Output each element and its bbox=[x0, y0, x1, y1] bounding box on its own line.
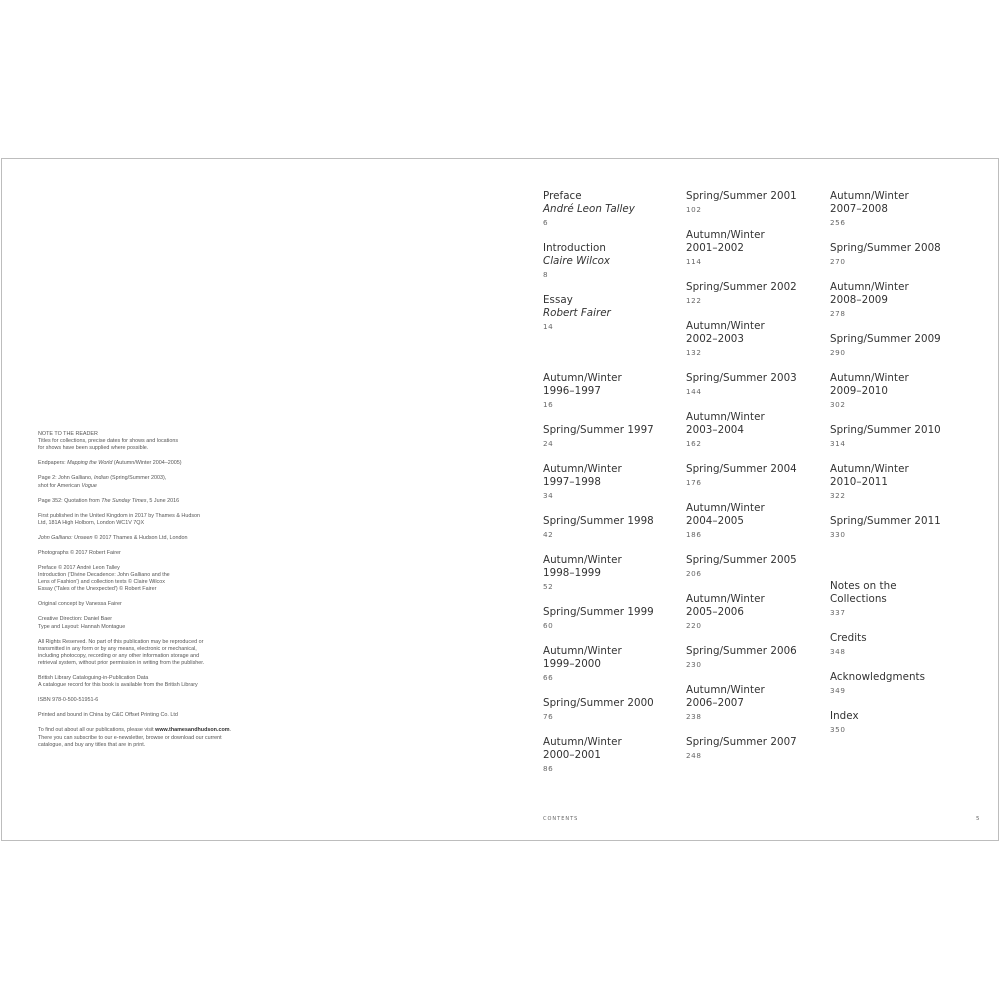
text-line: transmitted in any form or by any means, electronic or mechanical, bbox=[38, 645, 197, 652]
contents-entry-page-number: 76 bbox=[543, 712, 554, 721]
contents-entry[interactable] bbox=[543, 294, 678, 332]
page-number: 5 bbox=[976, 816, 980, 822]
contents-entry-page-number: 322 bbox=[830, 491, 846, 500]
contents-entry-page-number: 337 bbox=[830, 608, 846, 617]
contents-entry-title-line2: 1999–2000 bbox=[543, 658, 602, 670]
contents-entry-title: Autumn/Winter bbox=[686, 229, 765, 241]
contents-entry[interactable] bbox=[830, 424, 965, 449]
contents-entry-page-number: 66 bbox=[543, 673, 554, 682]
text-line: Introduction ('Divine Decadence: John Galliano and the bbox=[38, 572, 170, 579]
note-line: Titles for collections, precise dates for shows and locations bbox=[38, 438, 179, 445]
contents-entry[interactable] bbox=[543, 463, 678, 501]
text-line: All Rights Reserved. No part of this publication may be reproduced or bbox=[38, 638, 204, 645]
contents-entry-title: Spring/Summer 2008 bbox=[830, 242, 941, 254]
book-copyright bbox=[38, 535, 268, 542]
contents-entry[interactable] bbox=[686, 684, 821, 722]
text-line: Preface © 2017 André Leon Talley bbox=[38, 564, 120, 571]
running-head: CONTENTS bbox=[543, 816, 579, 822]
contents-entry-page-number: 144 bbox=[686, 387, 702, 396]
contents-entry-title: Spring/Summer 1997 bbox=[543, 424, 654, 436]
text-line: British Library Cataloguing-in-Publication Data bbox=[38, 675, 149, 682]
printed-in: Printed and bound in China by C&C Offset Printing Co. Ltd bbox=[38, 712, 178, 719]
contents-entry[interactable] bbox=[686, 502, 821, 540]
contents-entry-page-number: 34 bbox=[543, 491, 554, 500]
contents-entry-title: Spring/Summer 1999 bbox=[543, 606, 654, 618]
contents-entry[interactable] bbox=[830, 710, 965, 735]
contents-entry-author: Robert Fairer bbox=[543, 307, 611, 319]
contents-entry-page-number: 42 bbox=[543, 530, 554, 539]
contents-entry-title: Preface bbox=[543, 190, 582, 202]
rights-statement bbox=[38, 639, 268, 668]
text-line: including photocopy, recording or any other information storage and bbox=[38, 653, 200, 660]
contents-entry[interactable] bbox=[686, 554, 821, 579]
text-run: Vogue bbox=[81, 482, 97, 489]
contents-entry-title: Spring/Summer 2010 bbox=[830, 424, 941, 436]
contents-entry-title: Spring/Summer 2000 bbox=[543, 697, 654, 709]
text-run: Indian bbox=[94, 475, 109, 482]
text-line: Lens of Fashion') and collection texts © Claire Wilcox bbox=[38, 579, 165, 586]
contents-entry-page-number: 60 bbox=[543, 621, 554, 630]
contents-entry-title-line2: 2000–2001 bbox=[543, 749, 602, 761]
contents-entry[interactable] bbox=[543, 606, 678, 631]
contents-entry[interactable] bbox=[830, 333, 965, 358]
text-run: (Spring/Summer 2003), bbox=[108, 475, 167, 482]
text-run: Endpapers: bbox=[38, 460, 68, 467]
contents-entry-page-number: 16 bbox=[543, 400, 554, 409]
contents-entry[interactable] bbox=[830, 515, 965, 540]
contents-entry[interactable] bbox=[543, 372, 678, 410]
imprint-page bbox=[38, 431, 268, 757]
contents-entry-title: Autumn/Winter bbox=[543, 372, 622, 384]
contents-entry-title: Notes on the bbox=[830, 580, 897, 592]
contents-entry-title-line2: 2002–2003 bbox=[686, 333, 745, 345]
contents-entry-page-number: 348 bbox=[830, 647, 846, 656]
contents-entry-page-number: 256 bbox=[830, 218, 846, 227]
contents-entry-title-line2: 2001–2002 bbox=[686, 242, 745, 254]
text-run: Page 352: Quotation from bbox=[38, 497, 102, 504]
note-line: for shows have been supplied where possible. bbox=[38, 445, 149, 452]
contents-entry-page-number: 349 bbox=[830, 686, 846, 695]
contents-entry-title-line2: 2006–2007 bbox=[686, 697, 745, 709]
contents-entry[interactable] bbox=[543, 515, 678, 540]
contents-entry-title-line2: Collections bbox=[830, 593, 887, 605]
contents-entry-page-number: 8 bbox=[543, 270, 549, 279]
book-spread bbox=[1, 158, 999, 841]
text-run: , 5 June 2016 bbox=[146, 497, 180, 504]
contents-entry-title: Spring/Summer 2005 bbox=[686, 554, 797, 566]
contents-entry-title: Autumn/Winter bbox=[830, 372, 909, 384]
contents-entry-title-line2: 2003–2004 bbox=[686, 424, 745, 436]
contents-entry-page-number: 350 bbox=[830, 725, 846, 734]
contents-entry[interactable] bbox=[830, 190, 965, 228]
text-run: Mapping the World bbox=[67, 460, 113, 467]
contents-entry-page-number: 314 bbox=[830, 439, 846, 448]
contents-entry[interactable] bbox=[543, 242, 678, 280]
contents-entry-page-number: 6 bbox=[543, 218, 549, 227]
contents-entry[interactable] bbox=[686, 229, 821, 267]
contents-entry-title: Autumn/Winter bbox=[830, 281, 909, 293]
contents-entry-title: Spring/Summer 2001 bbox=[686, 190, 797, 202]
contents-entry[interactable] bbox=[830, 671, 965, 696]
contents-entry[interactable] bbox=[686, 190, 821, 215]
contents-entry-title-line2: 2004–2005 bbox=[686, 515, 745, 527]
contents-entry[interactable] bbox=[543, 697, 678, 722]
contents-entry-title: Spring/Summer 2007 bbox=[686, 736, 797, 748]
contents-entry-page-number: 102 bbox=[686, 205, 702, 214]
text-line: There you can subscribe to our e-newsletter, browse or download our current bbox=[38, 734, 222, 741]
note-heading: NOTE TO THE READER bbox=[38, 431, 98, 437]
original-concept: Original concept by Vanessa Fairer bbox=[38, 601, 122, 608]
contents-entry[interactable] bbox=[830, 242, 965, 267]
cip-data bbox=[38, 675, 268, 689]
contents-entry-title: Autumn/Winter bbox=[830, 190, 909, 202]
contents-entry-title-line2: 2005–2006 bbox=[686, 606, 745, 618]
page2-credit bbox=[38, 475, 268, 489]
contents-entry[interactable] bbox=[543, 736, 678, 774]
text-run: The Sunday Times bbox=[101, 497, 147, 504]
first-published bbox=[38, 513, 268, 527]
text-line: Ltd, 181A High Holborn, London WC1V 7QX bbox=[38, 519, 145, 526]
contents-entry-title: Spring/Summer 2002 bbox=[686, 281, 797, 293]
text-line: Essay ('Tales of the Unexpected') © Robert Fairer bbox=[38, 586, 157, 593]
contents-entry-title: Autumn/Winter bbox=[686, 593, 765, 605]
text-run: shot for American bbox=[38, 482, 82, 489]
contents-entry-title: Spring/Summer 2004 bbox=[686, 463, 797, 475]
contents-entry-title: Spring/Summer 2006 bbox=[686, 645, 797, 657]
contents-entry[interactable] bbox=[543, 645, 678, 683]
text-line: Type and Layout: Hannah Montague bbox=[38, 623, 126, 630]
contents-entry-title: Autumn/Winter bbox=[543, 736, 622, 748]
contents-entry-page-number: 186 bbox=[686, 530, 702, 539]
text-run: . bbox=[229, 727, 232, 734]
contents-entry[interactable] bbox=[686, 320, 821, 358]
contents-entry-page-number: 248 bbox=[686, 751, 702, 760]
find-out-more bbox=[38, 727, 268, 749]
contents-entry-page-number: 122 bbox=[686, 296, 702, 305]
contents-entry[interactable] bbox=[830, 580, 965, 618]
page352-credit bbox=[38, 498, 268, 505]
contents-entry-page-number: 230 bbox=[686, 660, 702, 669]
endpapers-credit bbox=[38, 460, 268, 467]
contents-entry[interactable] bbox=[830, 281, 965, 319]
contents-entry-page-number: 278 bbox=[830, 309, 846, 318]
contents-entry-title: Essay bbox=[543, 294, 573, 306]
text-credits bbox=[38, 565, 268, 594]
contents-entry-page-number: 114 bbox=[686, 257, 702, 266]
contents-entry[interactable] bbox=[686, 372, 821, 397]
text-line: retrieval system, without prior permission in writing from the publisher. bbox=[38, 660, 205, 667]
contents-entry-title: Autumn/Winter bbox=[543, 554, 622, 566]
contents-entry-page-number: 270 bbox=[830, 257, 846, 266]
text-run: Page 2: John Galliano, bbox=[38, 475, 95, 482]
contents-entry[interactable] bbox=[686, 411, 821, 449]
contents-entry-title: Autumn/Winter bbox=[686, 411, 765, 423]
contents-entry-page-number: 24 bbox=[543, 439, 554, 448]
text-run: To find out about all our publications, please visit bbox=[38, 727, 156, 734]
isbn: ISBN 978-0-500-51951-6 bbox=[38, 697, 99, 704]
contents-entry-page-number: 206 bbox=[686, 569, 702, 578]
contents-entry-title: Autumn/Winter bbox=[543, 463, 622, 475]
contents-entry-page-number: 176 bbox=[686, 478, 702, 487]
contents-entry-title: Spring/Summer 2003 bbox=[686, 372, 797, 384]
contents-entry-title: Credits bbox=[830, 632, 867, 644]
note-to-reader bbox=[38, 431, 268, 453]
contents-entry-author: André Leon Talley bbox=[543, 203, 635, 215]
text-line: catalogue, and buy any titles that are in print. bbox=[38, 741, 146, 748]
contents-entry-title-line2: 1996–1997 bbox=[543, 385, 602, 397]
text-run: (Autumn/Winter 2004–2005) bbox=[112, 460, 182, 467]
contents-entry[interactable] bbox=[686, 593, 821, 631]
design-credits bbox=[38, 616, 268, 630]
text-line: A catalogue record for this book is available from the British Library bbox=[38, 682, 198, 689]
contents-entry-title: Acknowledgments bbox=[830, 671, 926, 683]
contents-entry-title-line2: 2008–2009 bbox=[830, 294, 889, 306]
contents-entry[interactable] bbox=[830, 372, 965, 410]
contents-entry-title-line2: 2010–2011 bbox=[830, 476, 889, 488]
contents-entry-title: Autumn/Winter bbox=[686, 684, 765, 696]
contents-entry-page-number: 132 bbox=[686, 348, 702, 357]
contents-entry-title: Spring/Summer 1998 bbox=[543, 515, 654, 527]
contents-entry-title-line2: 2009–2010 bbox=[830, 385, 889, 397]
photographs-credit: Photographs © 2017 Robert Fairer bbox=[38, 549, 121, 556]
contents-entry-title: Autumn/Winter bbox=[543, 645, 622, 657]
text-run: John Galliano: Unseen bbox=[38, 534, 93, 541]
text-run: © 2017 Thames & Hudson Ltd, London bbox=[92, 534, 188, 541]
contents-entry[interactable] bbox=[686, 463, 821, 488]
contents-entry-title: Introduction bbox=[543, 242, 606, 254]
contents-entry[interactable] bbox=[686, 281, 821, 306]
text-line: First published in the United Kingdom in 2017 by Thames & Hudson bbox=[38, 512, 201, 519]
contents-entry-page-number: 52 bbox=[543, 582, 554, 591]
contents-entry[interactable] bbox=[543, 554, 678, 592]
contents-entry-page-number: 330 bbox=[830, 530, 846, 539]
contents-entry[interactable] bbox=[686, 736, 821, 761]
contents-entry[interactable] bbox=[830, 463, 965, 501]
contents-entry-page-number: 162 bbox=[686, 439, 702, 448]
contents-entry-page-number: 14 bbox=[543, 322, 554, 331]
contents-entry-title-line2: 2007–2008 bbox=[830, 203, 889, 215]
contents-entry-title-line2: 1997–1998 bbox=[543, 476, 602, 488]
contents-entry[interactable] bbox=[830, 632, 965, 657]
contents-entry[interactable] bbox=[543, 190, 678, 228]
contents-entry-title: Spring/Summer 2009 bbox=[830, 333, 941, 345]
text-line: Creative Direction: Daniel Baer bbox=[38, 616, 113, 623]
contents-entry-title: Spring/Summer 2011 bbox=[830, 515, 941, 527]
contents-entry-page-number: 238 bbox=[686, 712, 702, 721]
contents-entry-page-number: 86 bbox=[543, 764, 554, 773]
contents-entry-title: Autumn/Winter bbox=[686, 502, 765, 514]
contents-entry[interactable] bbox=[686, 645, 821, 670]
contents-entry[interactable] bbox=[543, 424, 678, 449]
publisher-website-link[interactable]: www.thamesandhudson.com bbox=[155, 727, 230, 734]
contents-entry-title: Autumn/Winter bbox=[686, 320, 765, 332]
contents-entry-page-number: 220 bbox=[686, 621, 702, 630]
contents-entry-title: Autumn/Winter bbox=[830, 463, 909, 475]
contents-entry-page-number: 290 bbox=[830, 348, 846, 357]
contents-entry-author: Claire Wilcox bbox=[543, 255, 611, 267]
contents-entry-title: Index bbox=[830, 710, 859, 722]
contents-entry-page-number: 302 bbox=[830, 400, 846, 409]
contents-entry-title-line2: 1998–1999 bbox=[543, 567, 602, 579]
